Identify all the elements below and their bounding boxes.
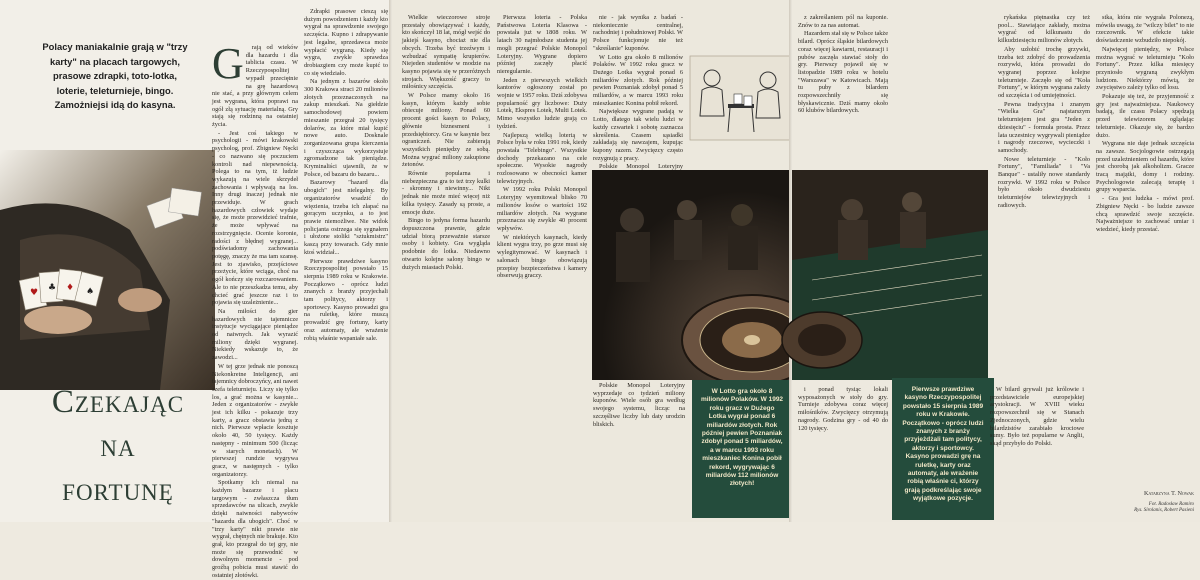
paragraph: W Polsce mamy około 16 kasyn, którym każdy sobie obiecuje miliony. Ponad 60 procent gości kasyn to Polacy, głównie biznesmeni i przedsiębiorcy. Gra w kasynie bez ograniczeń. Nie zabierają wszystkich pieniędzy ze sobą. Można wygrać miliony zakupione żetonów. <box>402 92 490 169</box>
paragraph: W tej grze jednak nie ponoszą Niekonkretne Inteligencji, ani tajemnicy dobroczyńcy, ani nawet szefa teleturnieju. Liczy się tylko los, a grać można w kasynie... Jeden z organizatorów - zwykłe jest ich kilku - pokazuje trzy karty, a gracz obstawia jedną z nich. Pierwsze wpłacie kosztuje około 40, 50 tysięcy. Każdy następny - minimum 500 (licząc w starych monetach). W pierwszej rundzie wygrywa gracz, w następnych - tylko organizatorzy. <box>212 362 298 478</box>
paragraph: Aby uzłobić trochę grzywki, trzeba też zdobyć do prowadzenia rozrywki, która prowadzi do wygranej poprzez kolejne teleturnieje. Zaczęło się od "Koła Fortuny", w którym wygrana zależy od szczęścia i od umiejętności. <box>998 45 1090 100</box>
author-signature: Katarzyna T. Nowak <box>1143 490 1194 497</box>
paragraph: Pierwsza loteria - Polska Państwowa Loteria Klasowa - powstała już w 1808 roku. W latach 30 najmłodsze studenta jej mogli przegrać Polskie Monopol Loteryjny. Wygrane dopiero później zaczęły płacić nieregularnie. <box>497 14 587 75</box>
paragraph: Pierwsze prawdziwe kasyno Rzeczypospolitej powstało 15 sierpnia 1989 roku w Krakowie. Początkowo - oprócz ludzi znanych z branży przyjechali tam politycy, aktorzy i sportowcy. Kasyno prowadzi gra na ruletkę, które muszą prowadzić grę fortuny, karty oraz automaty, ale wrażenie robią właśnie wspaniałe sale. <box>304 257 388 342</box>
paragraph: Spotkamy ich niemal na każdym bazarze i placu targowym - zwłaszcza tłum sprzedawców na ulicach, zwykle dzięki naiwności nabywców "hazardu dla ubogich". Choć w "trzy karty" nikt prawie nie wygrał, chętnych nie brakuje. Kto grał, kto przegrał do tej gry, nie może się przewodnić w dowolnym momencie - pod groźbą pobicia musi stawić do ostatniej złotówki. <box>212 479 298 579</box>
column-9 <box>990 386 1084 516</box>
paragraph: Na jednym z bazarów około 300 Krakowa straci 20 milionów złotych przeznaczonych na zakup mieszkań. Na giełdzie samochodowej powiem mieszanie przegrał 20 tysięcy dolarów, za które miał kupić nowe auto. Dosknale zorganizowana grupa kierczenia i czyszcząca wykorzystuje zgromadzone tak pieniądze. Kryminaliści ujawnili, że w Polsce, od bazaru do bazaru... <box>304 78 388 178</box>
paragraph: W niektórych kasynach, kiedy klient wygra trzy, po grze musi się wylegitymować. W kasynach i salonach bingo obowiązują przepisy bezpieczeństwa i kamery obserwują graczy. <box>497 233 587 280</box>
svg-text:♥: ♥ <box>30 288 39 298</box>
lotto-caption: W Lotto gra około 8 milionów Polaków. W 1992 roku gracz w Dużego Lotka wygrał ponad 6 miliardów złotych. Rok później pewien Poznaniak zdobył ponad 5 miliardów, a w marcu 1993 roku mieszkaniec Konina pobił rekord, wygrywając 6 miliardów 112 milionów złotych! <box>692 380 792 518</box>
svg-text:♦: ♦ <box>66 283 75 293</box>
paragraph: nie - jak wynika z badań - niekoniecznie centralnej, rachodniej i południowej Polski. W Polsce funkcjonuje nie też "skreślanie" kuponów. <box>593 14 683 52</box>
paragraph: Najlepszą wielką loterią w Polsce była w roku 1991 rok, kiedy powstała "Telebingo". Wszystkie dochody przekazano na cele społeczne. Wysokie nagrody rozlosowano w obecności kamer telewizyjnych. <box>497 131 587 185</box>
paragraph: Równie popularna i niebezpieczna gra to też trzy kulki - skromny i niewinny... Nikt jednak nie może mieć więcej niż kilka tysięcy. Zasady są proste, a emocje duże. <box>402 170 490 216</box>
paragraph: rają od wieków dla hazardu i dla tablicia czasu. W Rzeczypospolitej wypadł przeciętnie na grę hazardową nie stać, a przy głównym celem jest wygrana, która poprawi na ogół złą sytuację materialną. Gry stają się rodzinną na ostatniej życia. <box>212 44 298 129</box>
roulette-photo <box>592 170 792 380</box>
paragraph: Pewna tradycyjna i znanym "Wielka Gra" najstarszym teleturniejem jest gra "Jeden z dziesięciu" - formuła prosta. Przez lata uczestnicy wygrywali pieniądze i nagrody rzeczowe, wycieczki i samochody. <box>998 100 1090 154</box>
paragraph: Największe wygrane padają w Lotto, dlatego tak wielu ludzi w każdy czwartek i sobotę zaznacza skreślenia. Czasem sąsiadki zakładają się nawzajem, kupując kupony razem. Zwycięzcy często rezygnują z pracy. <box>593 108 683 162</box>
paragraph: Najwięcej pieniędzy, w Polsce można wygrać w teleturnieju "Koło Fortuny". Przez kilka miesięcy przyniosło wygraną zwykłym ludziom. Niektórzy mówią, że zwycięstwo zależy tylko od losu. <box>1096 45 1194 92</box>
paragraph: Polskie Monopol Loteryjny wyprzedaje co tydzień miliony kuponów. Wiele osób gra według swojego systemu, licząc na szczęśliwe liczby lub daty urodzin bliskich. <box>593 382 685 428</box>
paragraph: Wygrana nie daje jednak szczęścia na zawsze. Socjologowie ostrzegają przed uzależnieniem od hazardu, które jest chorobą jak alkoholizm. Gracze tracą majątki, domy i rodziny. Psychologowie zalecają terapię i grupy wsparcia. <box>1096 140 1194 194</box>
column-10 <box>998 14 1090 374</box>
paragraph: Polskie Monopol Loteryjny <box>599 163 683 171</box>
paragraph: Pokazuje się też, że przyjemność z gry jest najważniejsza. Naukowcy badają, ile czasu Polacy spędzają przed telewizorem oglądając teleturnieje. Okazuje się, że bardzo dużo. <box>1096 93 1194 139</box>
card-players-illustration <box>690 56 792 140</box>
casino-table-photo <box>792 170 988 380</box>
article-lead: Polacy maniakalnie grają w "trzy karty" na placach targowych, prasowe zdrapki, toto-lotka, loterie, teleturnieje, bingo. Zamożniejsi idą do kasyna. <box>42 41 188 111</box>
page-left <box>0 0 392 579</box>
paragraph: Hazardem stał się w Polsce także bilard. Oprócz śląskie bilardowych coraz więcej kawiarni, restauracji i pubów zaczęła stawiać stoły do gry. Pierwszy pojawił się w listopadzie 1989 roku w hotelu "Warszawa" w Katowicach. Mają tu puby z bilardem rozpowszechniły się błyskawicznie. Dziś mamy około 60 klubów bilardowych. <box>798 30 888 115</box>
kasyno-caption: Pierwsze prawdziwe kasyno Rzeczypospolitej powstało 15 sierpnia 1989 roku w Krakowie. Początkowo - oprócz ludzi znanych z branży przyjeżdżali tam politycy, aktorzy i sportowcy. Kasyno prowadzi grę na ruletkę, karty oraz automaty, ale wrażenie robią właśnie ci, którzy grają podkreślając swoje wyjątkowe pozycje. <box>892 378 994 520</box>
paragraph: z zakreślaniem pól na kuponie. Znów to za nas automat. <box>798 14 888 29</box>
page-right <box>792 0 1200 522</box>
paragraph: Na miłości do gier hazardowych nie tajemnicze instytucje wyciągające pieniądze od naiwnych. Jak wyrazić miliony dzięki wygranej. Niekiedy wskazuje to, że zawodzi... <box>212 307 298 362</box>
paragraph: Wielkie wieczorowe stroje przestały obowiązywać i każdy, kto skończył 18 lat, mógł wejść do jakiejś kasyno, chociaż nie dla obcych. Trzeba być trzeźwym i wzbudzać sympatię krupierów. Niejeden studentów w modzie na kasyno pojawia się w przeróżnych strojach. Większość graczy to miłośnicy szczęścia. <box>402 14 490 91</box>
title-line-3: fortunę <box>62 472 174 508</box>
column-2 <box>304 8 388 516</box>
column-1 <box>212 39 298 579</box>
column-11 <box>1096 14 1194 484</box>
paragraph: Nowe teleturnieje - "Koło Fortuny", "Familiada" i "Va Banque" - ustaliły nowe standardy rozrywki. W 1992 roku w Polsce było około dwudziestu teleturniejów telewizyjnych i radiowych. <box>998 155 1090 209</box>
title-line-2: na <box>100 428 136 464</box>
paragraph: Bingo to jedyna forma hazardu dopuszczona prawnie, gdzie udział biorą przeważnie starsze osoby i kobiety. Gra wygląda podobnie do lotka. Niedawno otwarto kolejne salony bingo w dużych miastach Polski. <box>402 217 490 271</box>
paragraph: rykańska piętnastka czy też pool... Stawiające zakłady, można wygrać od kilkunastu do kilkudziesięciu milionów złotych. <box>998 14 1090 45</box>
paragraph: i ponad tysiąc lokali wyposażonych w stoły do gry. Turnieje zdobywa coraz więcej miłośników. Zwycięzcy otrzymują nagrody. Godzina gry - od 40 do 120 tysięcy. <box>798 386 888 432</box>
column-3 <box>402 14 490 514</box>
paragraph: W bilard grywali już królowie i przedstawiciele europejskiej arystokracji. W XVIII wieku rozpowszechnił się w Stanach Zjednoczonych, gdzie wielu bilardzistów zarabiało krociowe sumy. Było też popularne w Anglii, skąd przybyło do Polski. <box>990 386 1084 447</box>
paragraph: stka, która nie wygrała Polonezą, mówiła uwagą, że "wilczy bilet" to nie rzeczownik. W efekcie takie doświadczenie wzbudziło niepokój. <box>1096 14 1194 45</box>
article-title <box>38 380 198 512</box>
paragraph: - Gra jest ludzka - mówi prof. Zbigniew Nęcki - bo ludzie zawsze chcą sprawdzić swoje szczęście. Najważniejsze to zachować umiar i wiedzieć, kiedy przestać. <box>1096 195 1194 233</box>
paragraph: - Jest coś takiego w psychologii - mówi krakowski psycholog, prof. Zbigniew Nęcki - co nazwano się poczuciem kontroli nad niepewnością. Polega to na tym, iż ludzie wykazują na wiele skrzydeł zachowania i wpływają na los. Inny drugi inaczej jednak nie przewiduje. W grach hazardowych człowiek wydaje się, że może przewidzieć trafnie, że może wpływać na rozstrzygnięcie. Ocenie koronie, radości z błędnej wygranej... podświadomy zachowania potęgę, znaczy że ma tam szansę. Jest to zjawisko, przejściowe przeżycie, które wciąga, choć na ogół kończy się rozczarowaniem. Ale to nie przeszkadza temu, aby chcieć grać jeszcze raz i to pojawia się uzależnienie... <box>212 129 298 307</box>
paragraph: Bazarowy "hazard dla ubogich" jest nielegalny. By organizatorów wsadzić do więzienia, trzeba ich złapać na gorącym uczynku, a to jest prawie niemożliwe. Nie widok policjanta ostrzega się sygnałem i ułożone stoliki "sztukmistrz" kaszą przy towarach. Gdy mnie ktoś widział... <box>304 179 388 256</box>
column-6 <box>593 382 685 514</box>
column-8 <box>798 386 888 516</box>
title-line-1: Czekając <box>51 384 185 420</box>
paragraph: W Lotto gra około 8 milionów Polaków. W 1992 roku gracz w Dużego Lotka wygrał ponad 6 miliardów złotych. Rok później pewien Poznaniak zdobył ponad 5 miliardów, a w marcu 1993 roku mieszkaniec Konina pobił rekord. <box>593 53 683 107</box>
photo-credit: Fot. Radosław Ramiro Rys. Sirolanis, Robert Pasieni <box>1134 502 1194 513</box>
page-middle <box>392 0 792 522</box>
paragraph: W 1992 roku Polski Monopol Loteryjny wyemitował blisko 70 milionów losów o wartości 192 miliardów złotych. Na wygrane przeznacza się zwykle 40 procent wpływów. <box>497 186 587 232</box>
drop-cap: G <box>212 39 244 88</box>
svg-text:♣: ♣ <box>48 283 57 293</box>
column-7 <box>798 14 888 174</box>
svg-text:♠: ♠ <box>86 287 95 297</box>
column-4 <box>497 14 587 514</box>
paragraph: Jeden z pierwszych wielkich kantorów ogłoszony został po wojnie w 1957 roku. Dziś zdobywa popularność gry liczbowe: Duży Lotek, Ekspres Lotek, Multi Lotek. Mimo wszystko ludzie grają co tydzień. <box>497 76 587 130</box>
paragraph: Zdrapki prasowe cieszą się dużym powodzeniem i każdy kto wygrał na sprawdzenie swojego szczęścia. Kupno i zdrapywanie jest legalne, sprzedawca może wypłacić wygraną. Kiedy się wygra, zwykle sprawdza drobiazgiem czy może kupić to co się wiedziało. <box>304 8 388 77</box>
